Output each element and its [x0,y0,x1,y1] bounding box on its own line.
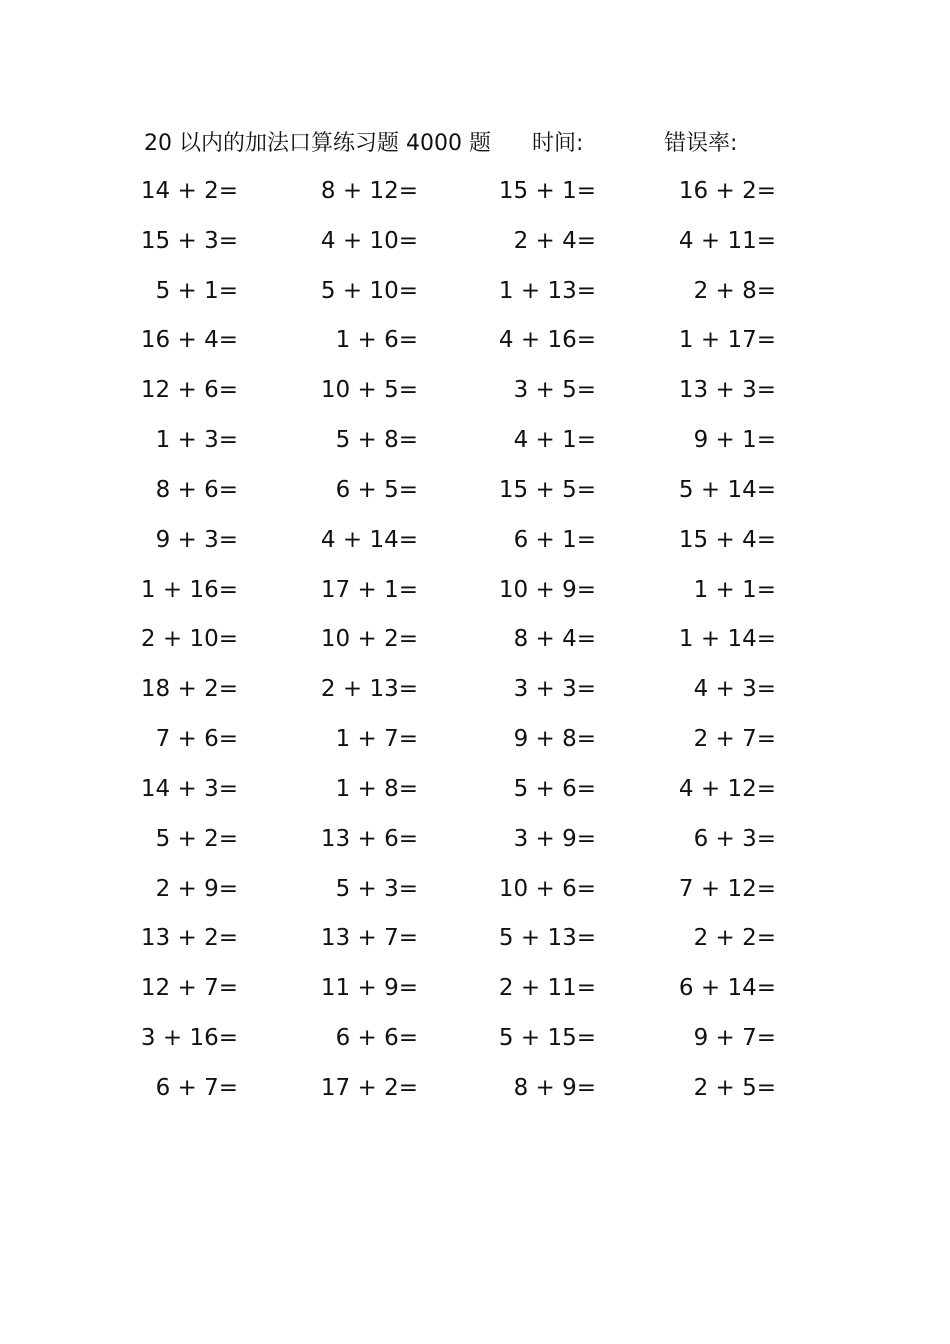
problem-item: 2 + 11= [498,975,596,1002]
problem-item: 2 + 4= [513,227,596,254]
problem-row [0,516,950,566]
problem-item: 4 + 14= [320,526,418,553]
problem-row [0,217,950,267]
problem-item: 1 + 13= [498,277,596,304]
problem-item: 2 + 7= [693,726,776,753]
worksheet-header [0,124,950,164]
problem-row [0,715,950,765]
problem-row [0,167,950,217]
problem-item: 2 + 5= [693,1074,776,1101]
problem-item: 8 + 12= [320,178,418,204]
problem-item: 2 + 8= [693,277,776,304]
problem-row [0,416,950,466]
problem-item: 10 + 6= [498,875,596,902]
problem-row [0,267,950,317]
problem-item: 5 + 14= [678,476,776,503]
problem-item: 8 + 9= [513,1074,596,1101]
problem-item: 10 + 2= [320,626,418,653]
problem-item: 2 + 9= [155,875,238,902]
problem-row [0,466,950,516]
problem-grid [0,167,950,1114]
problem-row [0,366,950,416]
problem-item: 18 + 2= [140,676,238,703]
problem-item: 2 + 10= [140,626,238,653]
problem-item: 6 + 3= [693,825,776,852]
problem-item: 5 + 2= [155,825,238,852]
problem-item: 9 + 3= [155,526,238,553]
problem-row [0,316,950,366]
problem-item: 1 + 14= [678,626,776,653]
problem-item: 2 + 13= [320,676,418,703]
problem-item: 13 + 3= [678,377,776,404]
problem-item: 10 + 9= [498,576,596,603]
problem-row [0,865,950,915]
problem-item: 17 + 1= [320,576,418,603]
problem-item: 11 + 9= [320,975,418,1002]
problem-item: 15 + 5= [498,476,596,503]
problem-row [0,964,950,1014]
problem-item: 5 + 8= [335,427,418,454]
problem-item: 1 + 1= [693,576,776,603]
problem-item: 9 + 1= [693,427,776,454]
problem-item: 14 + 2= [140,178,238,204]
problem-item: 3 + 5= [513,377,596,404]
problem-item: 13 + 6= [320,825,418,852]
problem-item: 4 + 1= [513,427,596,454]
problem-row [0,1064,950,1114]
problem-row [0,566,950,616]
problem-item: 5 + 13= [498,925,596,952]
problem-item: 3 + 3= [513,676,596,703]
problem-item: 1 + 16= [140,576,238,603]
problem-item: 3 + 16= [140,1025,238,1052]
problem-item: 6 + 14= [678,975,776,1002]
problem-row [0,615,950,665]
problem-item: 1 + 3= [155,427,238,454]
problem-item: 8 + 6= [155,476,238,503]
problem-item: 6 + 7= [155,1074,238,1101]
time-label: 时间: [532,131,584,156]
problem-item: 2 + 2= [693,925,776,952]
problem-item: 13 + 7= [320,925,418,952]
problem-item: 6 + 6= [335,1025,418,1052]
problem-item: 17 + 2= [320,1074,418,1101]
problem-row [0,765,950,815]
problem-item: 15 + 4= [678,526,776,553]
problem-item: 5 + 3= [335,875,418,902]
problem-item: 7 + 12= [678,875,776,902]
problem-row [0,914,950,964]
problem-item: 7 + 6= [155,726,238,753]
problem-item: 1 + 17= [678,327,776,354]
worksheet-title: 20 以内的加法口算练习题 4000 题 [144,131,491,156]
problem-item: 3 + 9= [513,825,596,852]
problem-item: 4 + 16= [498,327,596,354]
problem-item: 13 + 2= [140,925,238,952]
problem-item: 15 + 3= [140,227,238,254]
problem-row [0,1014,950,1064]
problem-item: 4 + 3= [693,676,776,703]
problem-item: 5 + 6= [513,775,596,802]
problem-item: 9 + 7= [693,1025,776,1052]
problem-item: 4 + 11= [678,227,776,254]
problem-item: 12 + 7= [140,975,238,1002]
problem-item: 5 + 10= [320,277,418,304]
problem-item: 5 + 1= [155,277,238,304]
problem-item: 12 + 6= [140,377,238,404]
problem-row [0,815,950,865]
problem-item: 9 + 8= [513,726,596,753]
problem-item: 8 + 4= [513,626,596,653]
problem-item: 10 + 5= [320,377,418,404]
problem-row [0,665,950,715]
problem-item: 1 + 7= [335,726,418,753]
problem-item: 6 + 1= [513,526,596,553]
problem-item: 6 + 5= [335,476,418,503]
problem-item: 5 + 15= [498,1025,596,1052]
problem-item: 1 + 6= [335,327,418,354]
problem-item: 15 + 1= [498,178,596,204]
problem-item: 16 + 2= [678,178,776,204]
problem-item: 4 + 10= [320,227,418,254]
error-rate-label: 错误率: [664,131,738,156]
problem-item: 14 + 3= [140,775,238,802]
problem-item: 4 + 12= [678,775,776,802]
problem-item: 16 + 4= [140,327,238,354]
problem-item: 1 + 8= [335,775,418,802]
